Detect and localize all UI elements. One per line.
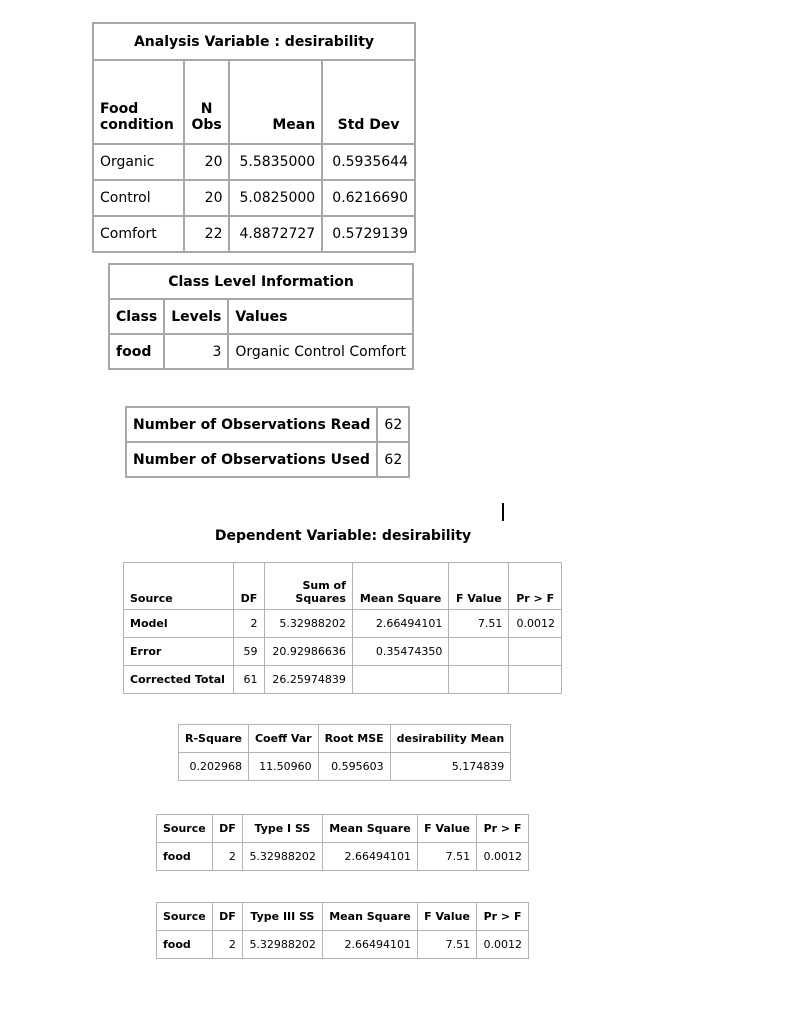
table-row [124,638,562,666]
cell-f: 7.51 [417,843,476,871]
header-sum-of-squares: Sum of Squares [264,563,352,610]
cell-std-dev: 0.5935644 [322,144,415,180]
type1-ss-table [156,814,529,871]
cell-df: 2 [213,843,243,871]
cell-ms: 0.35474350 [352,638,448,666]
header-f-value: F Value [417,903,476,931]
table-row [109,334,413,369]
means-table [92,22,416,253]
cell-mean: 5.0825000 [229,180,322,216]
cell-ms: 2.66494101 [352,610,448,638]
cell-source: Model [124,610,234,638]
header-class: Class [109,299,164,334]
cell-r-square: 0.202968 [179,753,249,781]
text-cursor [502,503,504,521]
cell-ms: 2.66494101 [322,931,417,959]
table-row [124,666,562,694]
header-type3-ss: Type III SS [242,903,322,931]
cell-ms: 2.66494101 [322,843,417,871]
table-row [157,931,529,959]
cell-df: 61 [234,666,264,694]
cell-source: Error [124,638,234,666]
cell-n: 20 [184,144,230,180]
header-desirability-mean: desirability Mean [390,725,511,753]
obs-used-value: 62 [377,442,409,477]
cell-p: 0.0012 [477,843,529,871]
header-f-value: F Value [449,563,509,610]
cell-p [509,638,562,666]
cell-f: 7.51 [417,931,476,959]
table-row [157,843,529,871]
class-table-caption: Class Level Information [109,264,413,299]
header-df: DF [234,563,264,610]
table-row [124,610,562,638]
header-values: Values [228,299,413,334]
dependent-variable-title: Dependent Variable: desirability [214,528,472,544]
cell-desirability-mean: 5.174839 [390,753,511,781]
cell-ss: 5.32988202 [242,843,322,871]
class-level-table [108,263,414,370]
header-source: Source [157,903,213,931]
header-n-obs: N Obs [184,60,230,144]
header-pr-f: Pr > F [477,903,529,931]
table-row [126,442,409,477]
obs-read-label: Number of Observations Read [126,407,377,442]
cell-n: 22 [184,216,230,252]
cell-n: 20 [184,180,230,216]
cell-ms [352,666,448,694]
cell-df: 59 [234,638,264,666]
cell-p [509,666,562,694]
header-mean: Mean [229,60,322,144]
header-df: DF [213,815,243,843]
anova-table [123,562,562,694]
header-r-square: R-Square [179,725,249,753]
header-mean-square: Mean Square [322,815,417,843]
header-std-dev: Std Dev [322,60,415,144]
cell-ss: 20.92986636 [264,638,352,666]
cell-source: food [157,931,213,959]
header-source: Source [157,815,213,843]
cell-mean: 5.5835000 [229,144,322,180]
obs-used-label: Number of Observations Used [126,442,377,477]
header-coeff-var: Coeff Var [248,725,318,753]
means-table-caption: Analysis Variable : desirability [93,23,415,60]
header-mean-square: Mean Square [352,563,448,610]
cell-ss: 5.32988202 [242,931,322,959]
table-row [93,144,415,180]
table-row [93,216,415,252]
table-row [93,180,415,216]
header-levels: Levels [164,299,228,334]
header-df: DF [213,903,243,931]
cell-p: 0.0012 [477,931,529,959]
cell-condition: Control [93,180,184,216]
cell-f: 7.51 [449,610,509,638]
header-root-mse: Root MSE [318,725,390,753]
table-row [126,407,409,442]
cell-class: food [109,334,164,369]
header-pr-f: Pr > F [477,815,529,843]
cell-df: 2 [234,610,264,638]
header-food-condition: Food condition [93,60,184,144]
observations-table [125,406,410,478]
cell-mean: 4.8872727 [229,216,322,252]
header-source: Source [124,563,234,610]
cell-f [449,638,509,666]
cell-p: 0.0012 [509,610,562,638]
header-type1-ss: Type I SS [242,815,322,843]
cell-root-mse: 0.595603 [318,753,390,781]
cell-std-dev: 0.5729139 [322,216,415,252]
cell-condition: Comfort [93,216,184,252]
fit-statistics-table [178,724,511,781]
cell-ss: 5.32988202 [264,610,352,638]
cell-values: Organic Control Comfort [228,334,413,369]
cell-ss: 26.25974839 [264,666,352,694]
cell-levels: 3 [164,334,228,369]
table-row [179,753,511,781]
obs-read-value: 62 [377,407,409,442]
cell-coeff-var: 11.50960 [248,753,318,781]
cell-source: Corrected Total [124,666,234,694]
header-pr-f: Pr > F [509,563,562,610]
cell-std-dev: 0.6216690 [322,180,415,216]
cell-f [449,666,509,694]
cell-condition: Organic [93,144,184,180]
cell-source: food [157,843,213,871]
cell-df: 2 [213,931,243,959]
type3-ss-table [156,902,529,959]
header-mean-square: Mean Square [322,903,417,931]
header-f-value: F Value [417,815,476,843]
